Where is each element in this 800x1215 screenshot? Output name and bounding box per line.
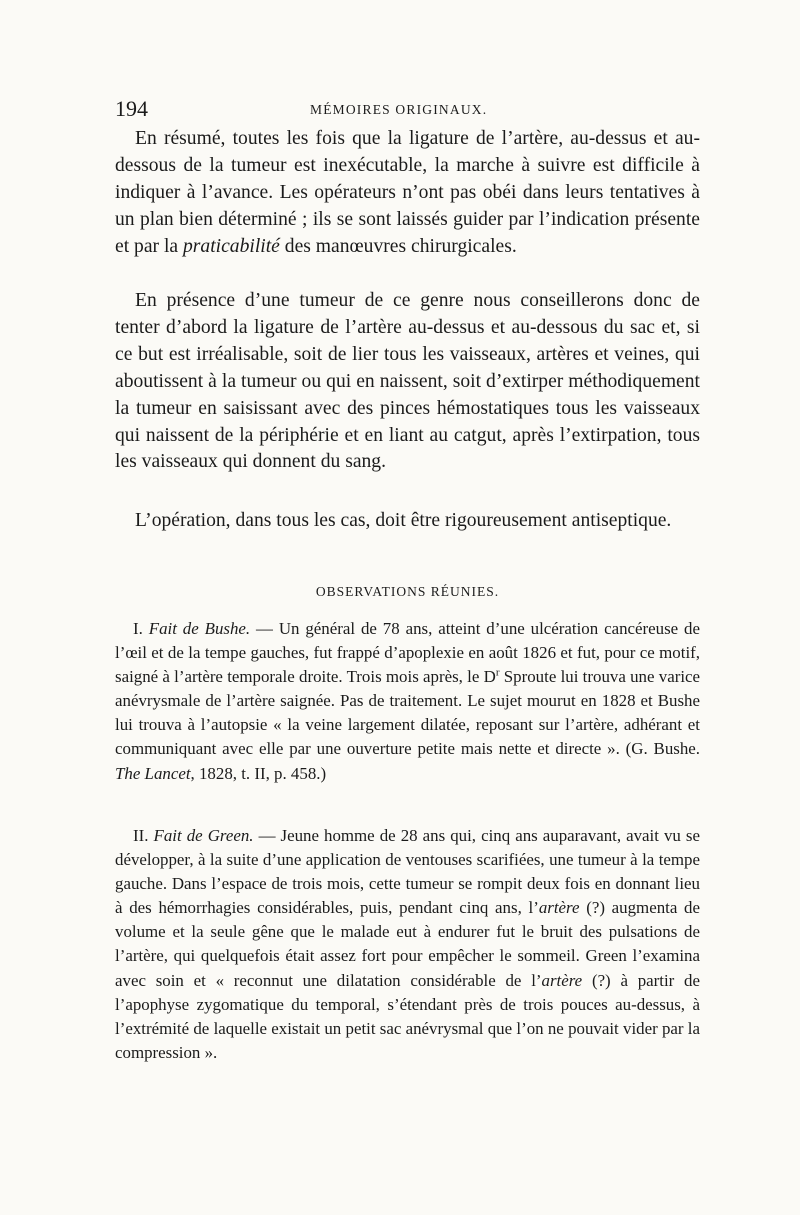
running-title: MÉMOIRES ORIGINAUX. bbox=[310, 102, 488, 117]
paragraph-text: En présence d’une tumeur de ce genre nous conseillerons donc de tenter d’abord la ligature de l’artère au-dessus et au-dessous du sac et, si ce but est irréalisable, soit de lier tous les vaisseaux, artères et veines, qui aboutissent à la tumeur ou qui en naissent, soit d’extirper méthodiquement la tumeur en saisissant avec des pinces hémostatiques tous les vaisseaux qui naissent de la périphérie et en liant au catgut, après l’extirpation, tous les vaisseaux qui donnent du sang. bbox=[115, 290, 700, 473]
observation-title: Fait de Green. bbox=[153, 826, 254, 845]
paragraph-recommendation bbox=[115, 288, 700, 476]
observation-text: , 1828, t. II, p. 458.) bbox=[190, 763, 327, 783]
observation-text: — Jeune homme de 28 ans qui, cinq ans auparavant, avait vu se développer, à la suite d’une application de ventouses scarifiées, une tumeur à la tempe gauche. Dans l’espace de trois mois, cette tumeur se rompit deux fois en donnant lieu à des hémorrhagies considérables, puis, pendant cinq ans, l’ bbox=[115, 826, 700, 918]
paragraph-text: En résumé, toutes les fois que la ligature de l’artère, au-dessus et au-dessous de la tumeur est inexécutable, la marche à suivre est difficile à indiquer à l’avance. Les opérateurs n’ont pas obéi dans leurs tentatives à un plan bien déterminé ; ils se sont laissés guider par l’indication présente et par la bbox=[115, 128, 700, 257]
observation-text: — Un général de 78 ans, atteint d’une ulcération cancéreuse de l’œil et de la tempe gauches, fut frappé d’apoplexie en août 1826 et fut, pour ce motif, saigné à l’artère temporale droite. Trois mois après, le D bbox=[115, 619, 700, 687]
running-head bbox=[115, 96, 700, 126]
italic-term: artère bbox=[538, 898, 580, 918]
section-heading: OBSERVATIONS RÉUNIES. bbox=[315, 584, 500, 599]
observation-title: Fait de Bushe. bbox=[148, 619, 251, 638]
superscript: r bbox=[495, 666, 500, 679]
italic-term: artère bbox=[541, 970, 583, 990]
observation-bushe bbox=[115, 617, 700, 786]
observation-green bbox=[115, 824, 700, 1065]
observation-number: II. bbox=[133, 826, 154, 845]
observation-text: Sproute lui trouva une varice anévrysmale de l’artère saignée. Pas de traitement. Le sujet mourut en 1828 et Bushe lui trouva à l’autopsie « la veine largement dilatée, reposant sur l’artère, adhérant et communiquant avec elle par une ouverture petite mais nette et directe ». (G. Bushe. bbox=[115, 667, 701, 759]
italic-term: praticabilité bbox=[183, 235, 280, 257]
paragraph-text: L’opération, dans tous les cas, doit être rigoureusement antiseptique. bbox=[135, 510, 672, 531]
paragraph-summary bbox=[115, 126, 700, 261]
observation-text: (?) augmenta de volume et la seule gêne que le malade eut à endurer fut le bruit des pulsations de l’artère, qui quelquefois était assez fort pour empêcher le sommeil. Green l’examina avec soin et « reconnut une dilatation considérable de l’ bbox=[115, 898, 700, 990]
observation-text: (?) à partir de l’apophyse zygomatique du temporal, s’étendant près de trois pouces au-dessus, à l’extrémité de laquelle existait un petit sac anévrysmal que l’on ne pouvait vider par la compression ». bbox=[115, 970, 700, 1062]
observation-number: I. bbox=[133, 619, 149, 638]
paragraph-text: des manœuvres chirurgicales. bbox=[279, 235, 517, 257]
page-number: 194 bbox=[115, 96, 148, 121]
journal-title: The Lancet bbox=[115, 763, 191, 783]
paragraph-antiseptic bbox=[115, 508, 700, 535]
